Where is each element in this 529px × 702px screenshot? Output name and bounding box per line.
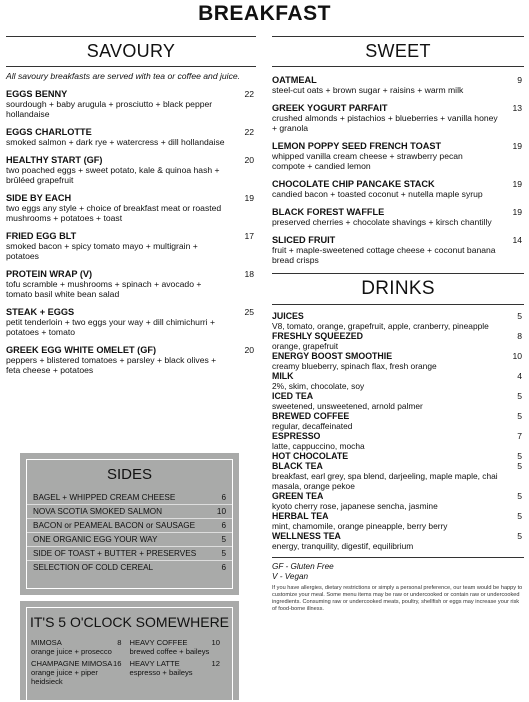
cocktail-description: orange juice + piper heidsieck bbox=[31, 668, 98, 686]
side-item bbox=[27, 519, 232, 533]
drink-item bbox=[272, 491, 524, 511]
item-price: 10 bbox=[512, 351, 522, 361]
side-name: ONE ORGANIC EGG YOUR WAY bbox=[33, 535, 158, 544]
item-description: kyoto cherry rose, japanese sencha, jasmine bbox=[272, 501, 438, 511]
item-name: GREEK YOGURT PARFAIT bbox=[272, 103, 388, 113]
item-price: 5 bbox=[517, 311, 522, 321]
cocktail-price: 10 bbox=[211, 638, 220, 647]
item-name: ENERGY BOOST SMOOTHIE bbox=[272, 351, 393, 361]
sweet-list bbox=[272, 75, 524, 265]
item-description: mint, chamomile, orange pineapple, berry berry bbox=[272, 521, 448, 531]
menu-item bbox=[6, 155, 256, 185]
item-description: regular, decaffeinated bbox=[272, 421, 353, 431]
item-name: SIDE BY EACH bbox=[6, 193, 72, 203]
drink-item bbox=[272, 411, 524, 431]
side-price: 6 bbox=[221, 521, 226, 530]
item-name: CHOCOLATE CHIP PANCAKE STACK bbox=[272, 179, 435, 189]
item-price: 19 bbox=[512, 141, 522, 151]
side-item bbox=[27, 561, 232, 574]
item-description: tofu scramble + mushrooms + spinach + avocado + tomato basil white bean salad bbox=[6, 279, 202, 299]
item-name: LEMON POPPY SEED FRENCH TOAST bbox=[272, 141, 442, 151]
item-description: preserved cherries + chocolate shavings + kirsch chantilly bbox=[272, 217, 492, 227]
item-price: 5 bbox=[517, 391, 522, 401]
item-price: 5 bbox=[517, 511, 522, 521]
cocktail-name: HEAVY COFFEE bbox=[129, 638, 188, 647]
item-price: 20 bbox=[244, 345, 254, 355]
item-name: HERBAL TEA bbox=[272, 511, 329, 521]
five-oclock-grid bbox=[27, 638, 232, 689]
legend-v: V - Vegan bbox=[272, 572, 309, 581]
item-price: 5 bbox=[517, 531, 522, 541]
menu-item bbox=[272, 141, 524, 171]
menu-item bbox=[272, 75, 524, 95]
item-name: ESPRESSO bbox=[272, 431, 321, 441]
side-price: 5 bbox=[221, 549, 226, 558]
item-name: SLICED FRUIT bbox=[272, 235, 336, 245]
item-name: OATMEAL bbox=[272, 75, 317, 85]
cocktail-price: 12 bbox=[211, 659, 220, 668]
item-name: GREEN TEA bbox=[272, 491, 324, 501]
side-item bbox=[27, 491, 232, 505]
side-item bbox=[27, 547, 232, 561]
drink-item bbox=[272, 511, 524, 531]
drink-item bbox=[272, 331, 524, 351]
item-price: 5 bbox=[517, 451, 522, 461]
legend-gf: GF - Gluten Free bbox=[272, 562, 334, 571]
savoury-note: All savoury breakfasts are served with tea or coffee and juice. bbox=[6, 71, 241, 81]
cocktail-header bbox=[31, 638, 130, 647]
item-name: HOT CHOCOLATE bbox=[272, 451, 349, 461]
sweet-heading: SWEET bbox=[365, 41, 431, 61]
sides-list bbox=[27, 491, 232, 574]
side-item bbox=[27, 533, 232, 547]
sides-box bbox=[20, 453, 239, 595]
item-name: BLACK TEA bbox=[272, 461, 323, 471]
savoury-list bbox=[6, 89, 256, 375]
side-name: SIDE OF TOAST + BUTTER + PRESERVES bbox=[33, 549, 197, 558]
item-description: smoked bacon + spicy tomato mayo + multigrain + potatoes bbox=[6, 241, 198, 261]
cocktail-description: espresso + baileys bbox=[129, 668, 193, 677]
item-price: 19 bbox=[512, 179, 522, 189]
cocktail-price: 16 bbox=[113, 659, 122, 668]
item-description: two poached eggs + sweet potato, kale & quinoa hash + brûléed grapefruit bbox=[6, 165, 220, 185]
item-description: petit tenderloin + two eggs your way + dill chimichurri + potatoes + tomato bbox=[6, 317, 215, 337]
menu-item bbox=[6, 307, 256, 337]
item-name: WELLNESS TEA bbox=[272, 531, 341, 541]
item-name: JUICES bbox=[272, 311, 304, 321]
cocktail-name: MIMOSA bbox=[31, 638, 62, 647]
item-description: V8, tomato, orange, grapefruit, apple, cranberry, pineapple bbox=[272, 321, 489, 331]
item-price: 5 bbox=[517, 411, 522, 421]
item-description: sourdough + baby arugula + prosciutto + black pepper hollandaise bbox=[6, 99, 213, 119]
five-oclock-box bbox=[20, 601, 239, 700]
drink-item bbox=[272, 351, 524, 371]
item-price: 13 bbox=[512, 103, 522, 113]
drinks-list bbox=[272, 311, 524, 551]
menu-item bbox=[272, 179, 524, 199]
cocktail-name: CHAMPAGNE MIMOSA bbox=[31, 659, 113, 668]
item-name: MILK bbox=[272, 371, 294, 381]
side-name: BAGEL + WHIPPED CREAM CHEESE bbox=[33, 493, 176, 502]
item-price: 19 bbox=[244, 193, 254, 203]
five-oclock-col-2 bbox=[130, 638, 229, 689]
menu-item bbox=[6, 89, 256, 119]
item-name: BREWED COFFEE bbox=[272, 411, 350, 421]
five-oclock-col-1 bbox=[31, 638, 130, 689]
item-description: orange, grapefruit bbox=[272, 341, 339, 351]
item-name: FRESHLY SQUEEZED bbox=[272, 331, 363, 341]
savoury-section bbox=[6, 36, 256, 383]
side-price: 6 bbox=[221, 563, 226, 572]
item-description: smoked salmon + dark rye + watercress + dill hollandaise bbox=[6, 137, 225, 147]
sides-frame bbox=[26, 459, 233, 589]
drink-item bbox=[272, 531, 524, 551]
cocktail-description: brewed coffee + baileys bbox=[129, 647, 210, 656]
divider bbox=[272, 304, 524, 305]
item-price: 25 bbox=[244, 307, 254, 317]
side-price: 6 bbox=[221, 493, 226, 502]
item-price: 22 bbox=[244, 127, 254, 137]
item-name: BLACK FOREST WAFFLE bbox=[272, 207, 385, 217]
item-description: fruit + maple-sweetened cottage cheese + coconut banana bread crisps bbox=[272, 245, 496, 265]
item-name: FRIED EGG BLT bbox=[6, 231, 77, 241]
item-price: 17 bbox=[244, 231, 254, 241]
drink-item bbox=[272, 311, 524, 331]
allergy-fine-print: If you have allergies, dietary restrictions or simply a personal preference, our team would be happy to customize your meal. Some menu items may be raw or undercooked or contain raw or undercooked ingredients. Consuming raw or undercooked meats, poultry, shellfish or eggs may increase your risk of food-borne illness. bbox=[272, 585, 523, 612]
item-name: PROTEIN WRAP (V) bbox=[6, 269, 93, 279]
item-price: 19 bbox=[512, 207, 522, 217]
side-price: 5 bbox=[221, 535, 226, 544]
item-price: 5 bbox=[517, 491, 522, 501]
side-item bbox=[27, 505, 232, 519]
page-title: BREAKFAST bbox=[198, 2, 331, 25]
menu-item bbox=[272, 103, 524, 133]
item-name: ICED TEA bbox=[272, 391, 314, 401]
side-name: SELECTION OF COLD CEREAL bbox=[33, 563, 154, 572]
item-description: latte, cappuccino, mocha bbox=[272, 441, 365, 451]
cocktail-price: 8 bbox=[117, 638, 122, 647]
item-description: breakfast, earl grey, spa blend, darjeeling, maple maple, chai masala, orange pekoe bbox=[272, 471, 498, 491]
menu-item bbox=[6, 127, 256, 147]
item-description: peppers + blistered tomatoes + parsley + black olives + feta cheese + potatoes bbox=[6, 355, 217, 375]
item-price: 18 bbox=[244, 269, 254, 279]
menu-item bbox=[6, 269, 256, 299]
side-name: BACON or PEAMEAL BACON or SAUSAGE bbox=[33, 521, 196, 530]
item-price: 14 bbox=[512, 235, 522, 245]
item-name: GREEK EGG WHITE OMELET (GF) bbox=[6, 345, 157, 355]
sides-heading: SIDES bbox=[106, 466, 152, 483]
item-price: 20 bbox=[244, 155, 254, 165]
cocktail-header bbox=[130, 659, 229, 668]
item-description: steel-cut oats + brown sugar + raisins + warm milk bbox=[272, 85, 464, 95]
menu-item bbox=[272, 207, 524, 227]
side-name: NOVA SCOTIA SMOKED SALMON bbox=[33, 507, 163, 516]
divider bbox=[272, 66, 524, 67]
cocktail-name: HEAVY LATTE bbox=[129, 659, 180, 668]
cocktail-header bbox=[31, 659, 130, 668]
savoury-heading: SAVOURY bbox=[86, 41, 176, 61]
cocktail-header bbox=[130, 638, 229, 647]
item-name: STEAK + EGGS bbox=[6, 307, 75, 317]
cocktail-description: orange juice + prosecco bbox=[31, 647, 112, 656]
drink-item bbox=[272, 371, 524, 391]
item-price: 7 bbox=[517, 431, 522, 441]
side-price: 10 bbox=[216, 507, 226, 516]
item-description: 2%, skim, chocolate, soy bbox=[272, 381, 365, 391]
five-oclock-heading: IT'S 5 O'CLOCK SOMEWHERE bbox=[29, 614, 230, 630]
item-description: crushed almonds + pistachios + blueberries + vanilla honey + granola bbox=[272, 113, 498, 133]
item-description: sweetened, unsweetened, arnold palmer bbox=[272, 401, 423, 411]
item-name: EGGS CHARLOTTE bbox=[6, 127, 92, 137]
item-description: whipped vanilla cream cheese + strawberry pecan compote + candied lemon bbox=[272, 151, 463, 171]
drink-item bbox=[272, 391, 524, 411]
item-name: HEALTHY START (GF) bbox=[6, 155, 103, 165]
drink-item bbox=[272, 431, 524, 451]
divider bbox=[6, 66, 256, 67]
drinks-heading: DRINKS bbox=[361, 278, 435, 299]
item-price: 8 bbox=[517, 331, 522, 341]
menu-item bbox=[272, 235, 524, 265]
item-description: two eggs any style + choice of breakfast meat or roasted mushrooms + potatoes + toast bbox=[6, 203, 222, 223]
menu-item bbox=[6, 193, 256, 223]
drink-item bbox=[272, 451, 524, 461]
item-price: 5 bbox=[517, 461, 522, 471]
item-price: 9 bbox=[517, 75, 522, 85]
right-column bbox=[272, 36, 524, 613]
menu-item bbox=[6, 231, 256, 261]
item-description: creamy blueberry, spinach flax, fresh orange bbox=[272, 361, 437, 371]
drink-item bbox=[272, 461, 524, 491]
item-description: candied bacon + toasted coconut + nutella maple syrup bbox=[272, 189, 483, 199]
item-description: energy, tranquility, digestif, equilibrium bbox=[272, 541, 414, 551]
menu-item bbox=[6, 345, 256, 375]
item-price: 22 bbox=[244, 89, 254, 99]
five-oclock-frame bbox=[26, 607, 233, 702]
item-name: EGGS BENNY bbox=[6, 89, 68, 99]
item-price: 4 bbox=[517, 371, 522, 381]
divider bbox=[272, 557, 524, 558]
